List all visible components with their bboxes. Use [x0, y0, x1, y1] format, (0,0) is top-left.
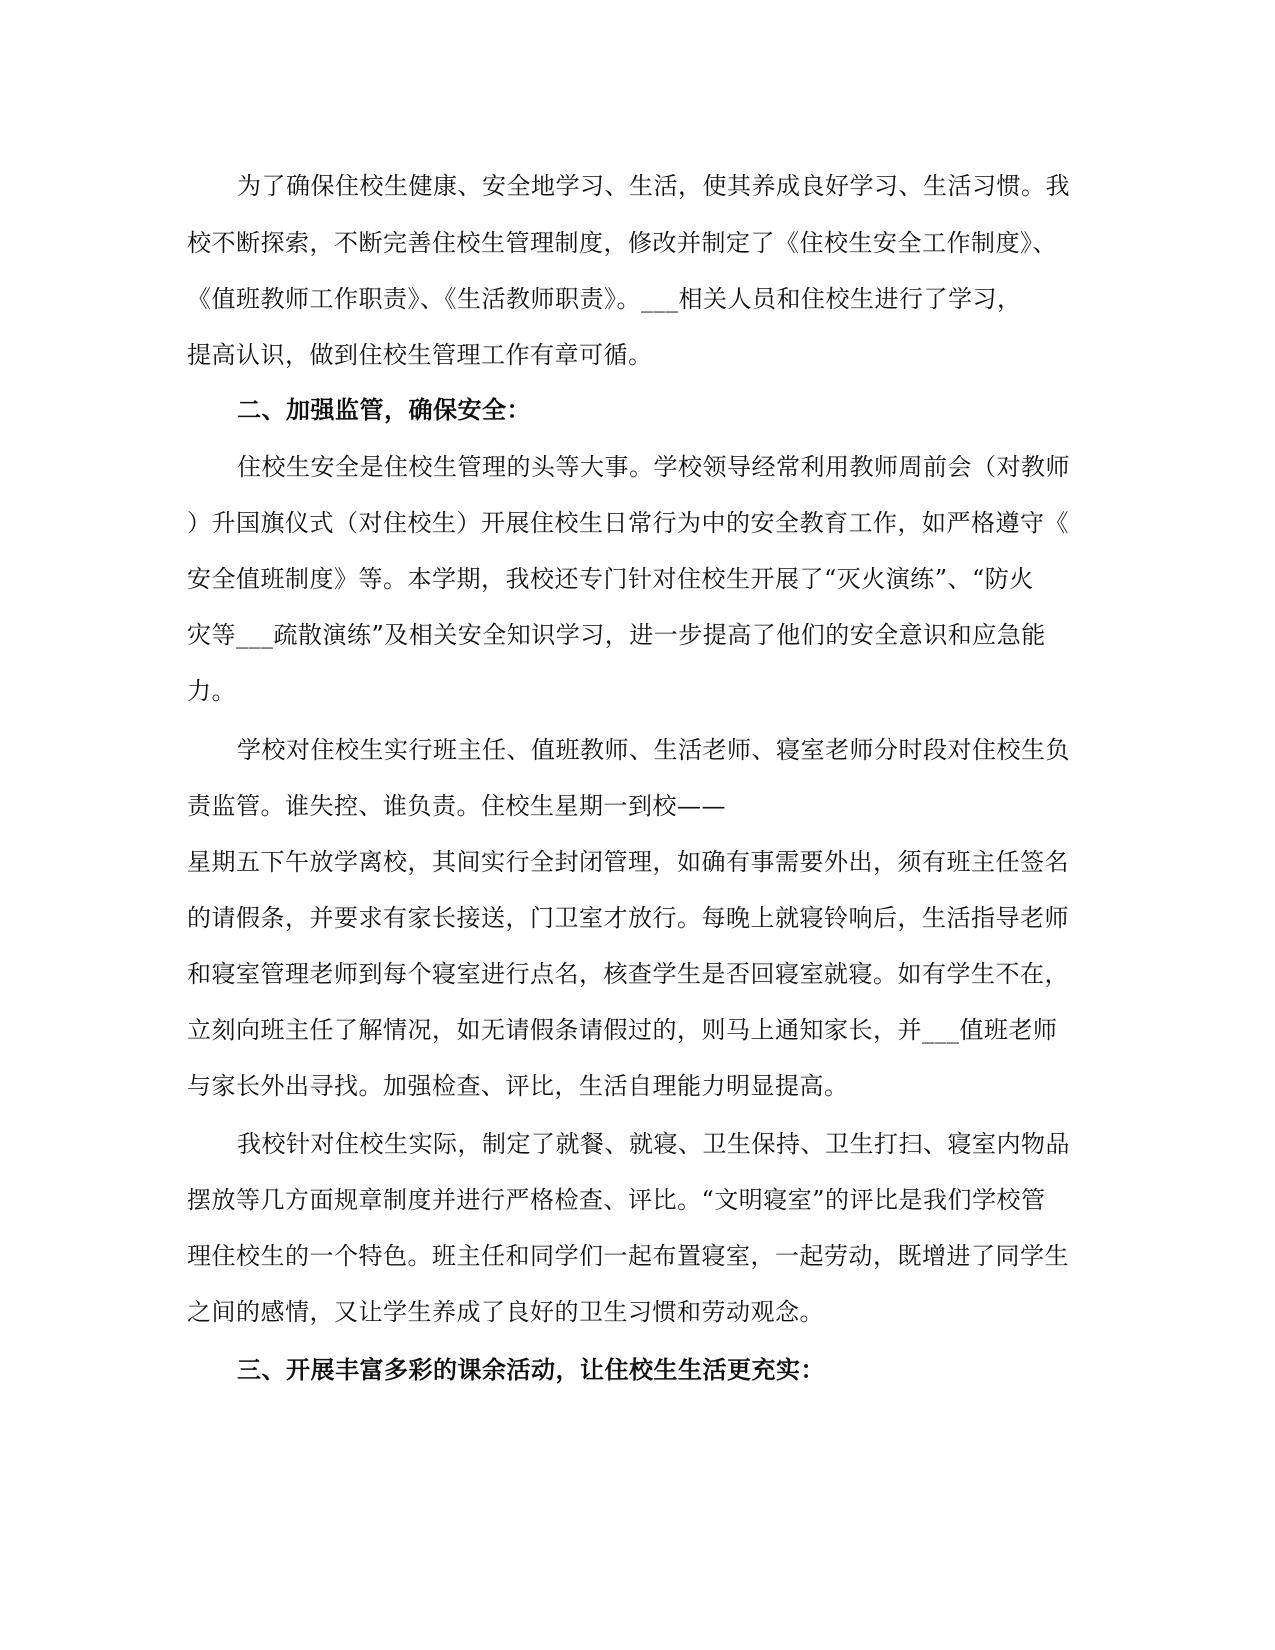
section-heading-2: 二、加强监管，确保安全：	[237, 395, 531, 424]
paragraph-3-line-3: 星期五下午放学离校，其间实行全封闭管理，如确有事需要外出，须有班主任签名	[187, 848, 1069, 876]
paragraph-1-line-3: 《值班教师工作职责》、《生活教师职责》。___相关人员和住校生进行了学习，	[187, 285, 1022, 313]
section-heading-3: 三、开展丰富多彩的课余活动，让住校生生活更充实：	[237, 1355, 825, 1384]
paragraph-4-line-3: 理住校生的一个特色。班主任和同学们一起布置寝室，一起劳动，既增进了同学生	[187, 1242, 1069, 1270]
paragraph-3-line-4: 的请假条，并要求有家长接送，门卫室才放行。每晚上就寝铃响后，生活指导老师	[187, 904, 1069, 932]
paragraph-4-line-2: 摆放等几方面规章制度并进行严格检查、评比。“文明寝室”的评比是我们学校管	[187, 1186, 1046, 1214]
paragraph-3-line-2: 责监管。谁失控、谁负责。住校生星期一到校——	[187, 792, 726, 820]
paragraph-4-line-4: 之间的感情，又让学生养成了良好的卫生习惯和劳动观念。	[187, 1298, 824, 1326]
paragraph-2-line-1: 住校生安全是住校生管理的头等大事。学校领导经常利用教师周前会（对教师	[237, 453, 1070, 481]
paragraph-3-line-6: 立刻向班主任了解情况，如无请假条请假过的，则马上通知家长，并___值班老师	[187, 1016, 1058, 1044]
paragraph-3-line-7: 与家长外出寻找。加强检查、评比，生活自理能力明显提高。	[187, 1072, 849, 1100]
paragraph-2-line-5: 力。	[187, 677, 236, 705]
paragraph-1-line-2: 校不断探索，不断完善住校生管理制度，修改并制定了《住校生安全工作制度》、	[187, 229, 1057, 257]
paragraph-1-line-4: 提高认识，做到住校生管理工作有章可循。	[187, 341, 653, 369]
paragraph-3-line-5: 和寝室管理老师到每个寝室进行点名，核查学生是否回寝室就寝。如有学生不在，	[187, 960, 1069, 988]
paragraph-2-line-3: 安全值班制度》等。本学期，我校还专门针对住校生开展了“灭火演练”、“防火	[187, 565, 1034, 593]
paragraph-2-line-2: ）升国旗仪式（对住校生）开展住校生日常行为中的安全教育工作，如严格遵守《	[187, 509, 1069, 537]
paragraph-2-line-4: 灾等___疏散演练”及相关安全知识学习，进一步提高了他们的安全意识和应急能	[187, 621, 1046, 649]
paragraph-3-line-1: 学校对住校生实行班主任、值班教师、生活老师、寝室老师分时段对住校生负	[237, 736, 1070, 764]
paragraph-4-line-1: 我校针对住校生实际，制定了就餐、就寝、卫生保持、卫生打扫、寝室内物品	[237, 1130, 1070, 1158]
paragraph-1-line-1: 为了确保住校生健康、安全地学习、生活，使其养成良好学习、生活习惯。我	[237, 172, 1070, 200]
